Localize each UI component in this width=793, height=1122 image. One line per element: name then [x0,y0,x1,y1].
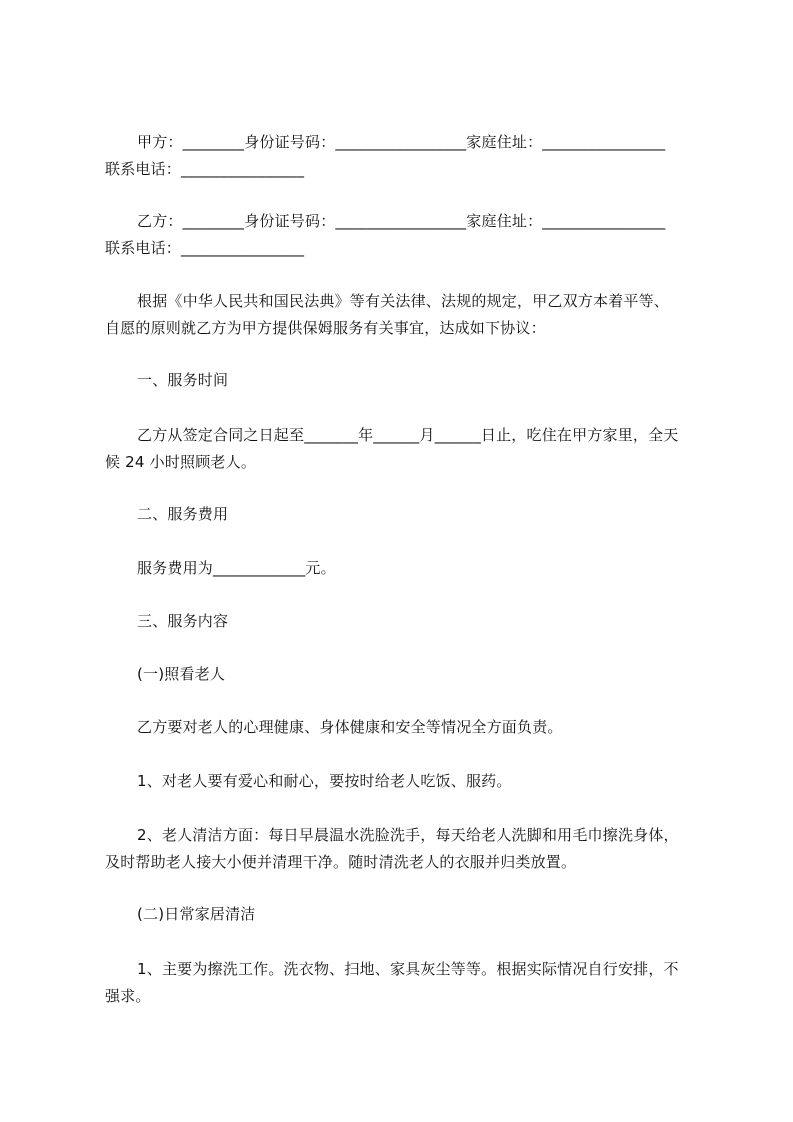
service-time-line-2: 候 24 小时照顾老人。 [105,453,257,471]
elderly-care-item-2-line-2: 及时帮助老人接大小便并清理干净。随时清洗老人的衣服并归类放置。 [105,853,577,871]
subsection-heading-home-cleaning: (二)日常家居清洁 [137,905,256,923]
intro-line-1: 根据《中华人民共和国民法典》等有关法律、法规的规定，甲乙双方本着平等、 [137,292,670,310]
party-b-line: 乙方：________身份证号码：_________________家庭住址：________________ [137,212,666,230]
elderly-care-paragraph: 乙方要对老人的心理健康、身体健康和安全等情况全方面负责。 [137,718,563,736]
service-time-line-1: 乙方从签定合同之日起至_______年______月______日止，吃住在甲方家里，全天 [137,426,679,444]
elderly-care-item-1: 1、对老人要有爱心和耐心，要按时给老人吃饭、服药。 [137,772,512,790]
intro-line-2: 自愿的原则就乙方为甲方提供保姆服务有关事宜，达成如下协议： [105,319,546,337]
home-cleaning-item-1-line-2: 强求。 [105,987,151,1005]
section-heading-service-content: 三、服务内容 [137,612,229,630]
section-heading-service-fee: 二、服务费用 [137,505,229,523]
elderly-care-item-2-line-1: 2、老人清洁方面：每日早晨温水洗脸洗手，每天给老人洗脚和用毛巾擦洗身体， [137,826,679,844]
subsection-heading-elderly-care: (一)照看老人 [137,665,226,683]
party-a-line: 甲方：________身份证号码：_________________家庭住址：________________ [137,133,666,151]
service-fee-line: 服务费用为____________元。 [137,559,336,577]
party-a-phone-line: 联系电话：________________ [105,160,305,178]
section-heading-service-time: 一、服务时间 [137,371,229,389]
party-b-phone-line: 联系电话：________________ [105,239,305,257]
home-cleaning-item-1-line-1: 1、主要为擦洗工作。洗衣物、扫地、家具灰尘等等。根据实际情况自行安排，不 [137,960,679,978]
